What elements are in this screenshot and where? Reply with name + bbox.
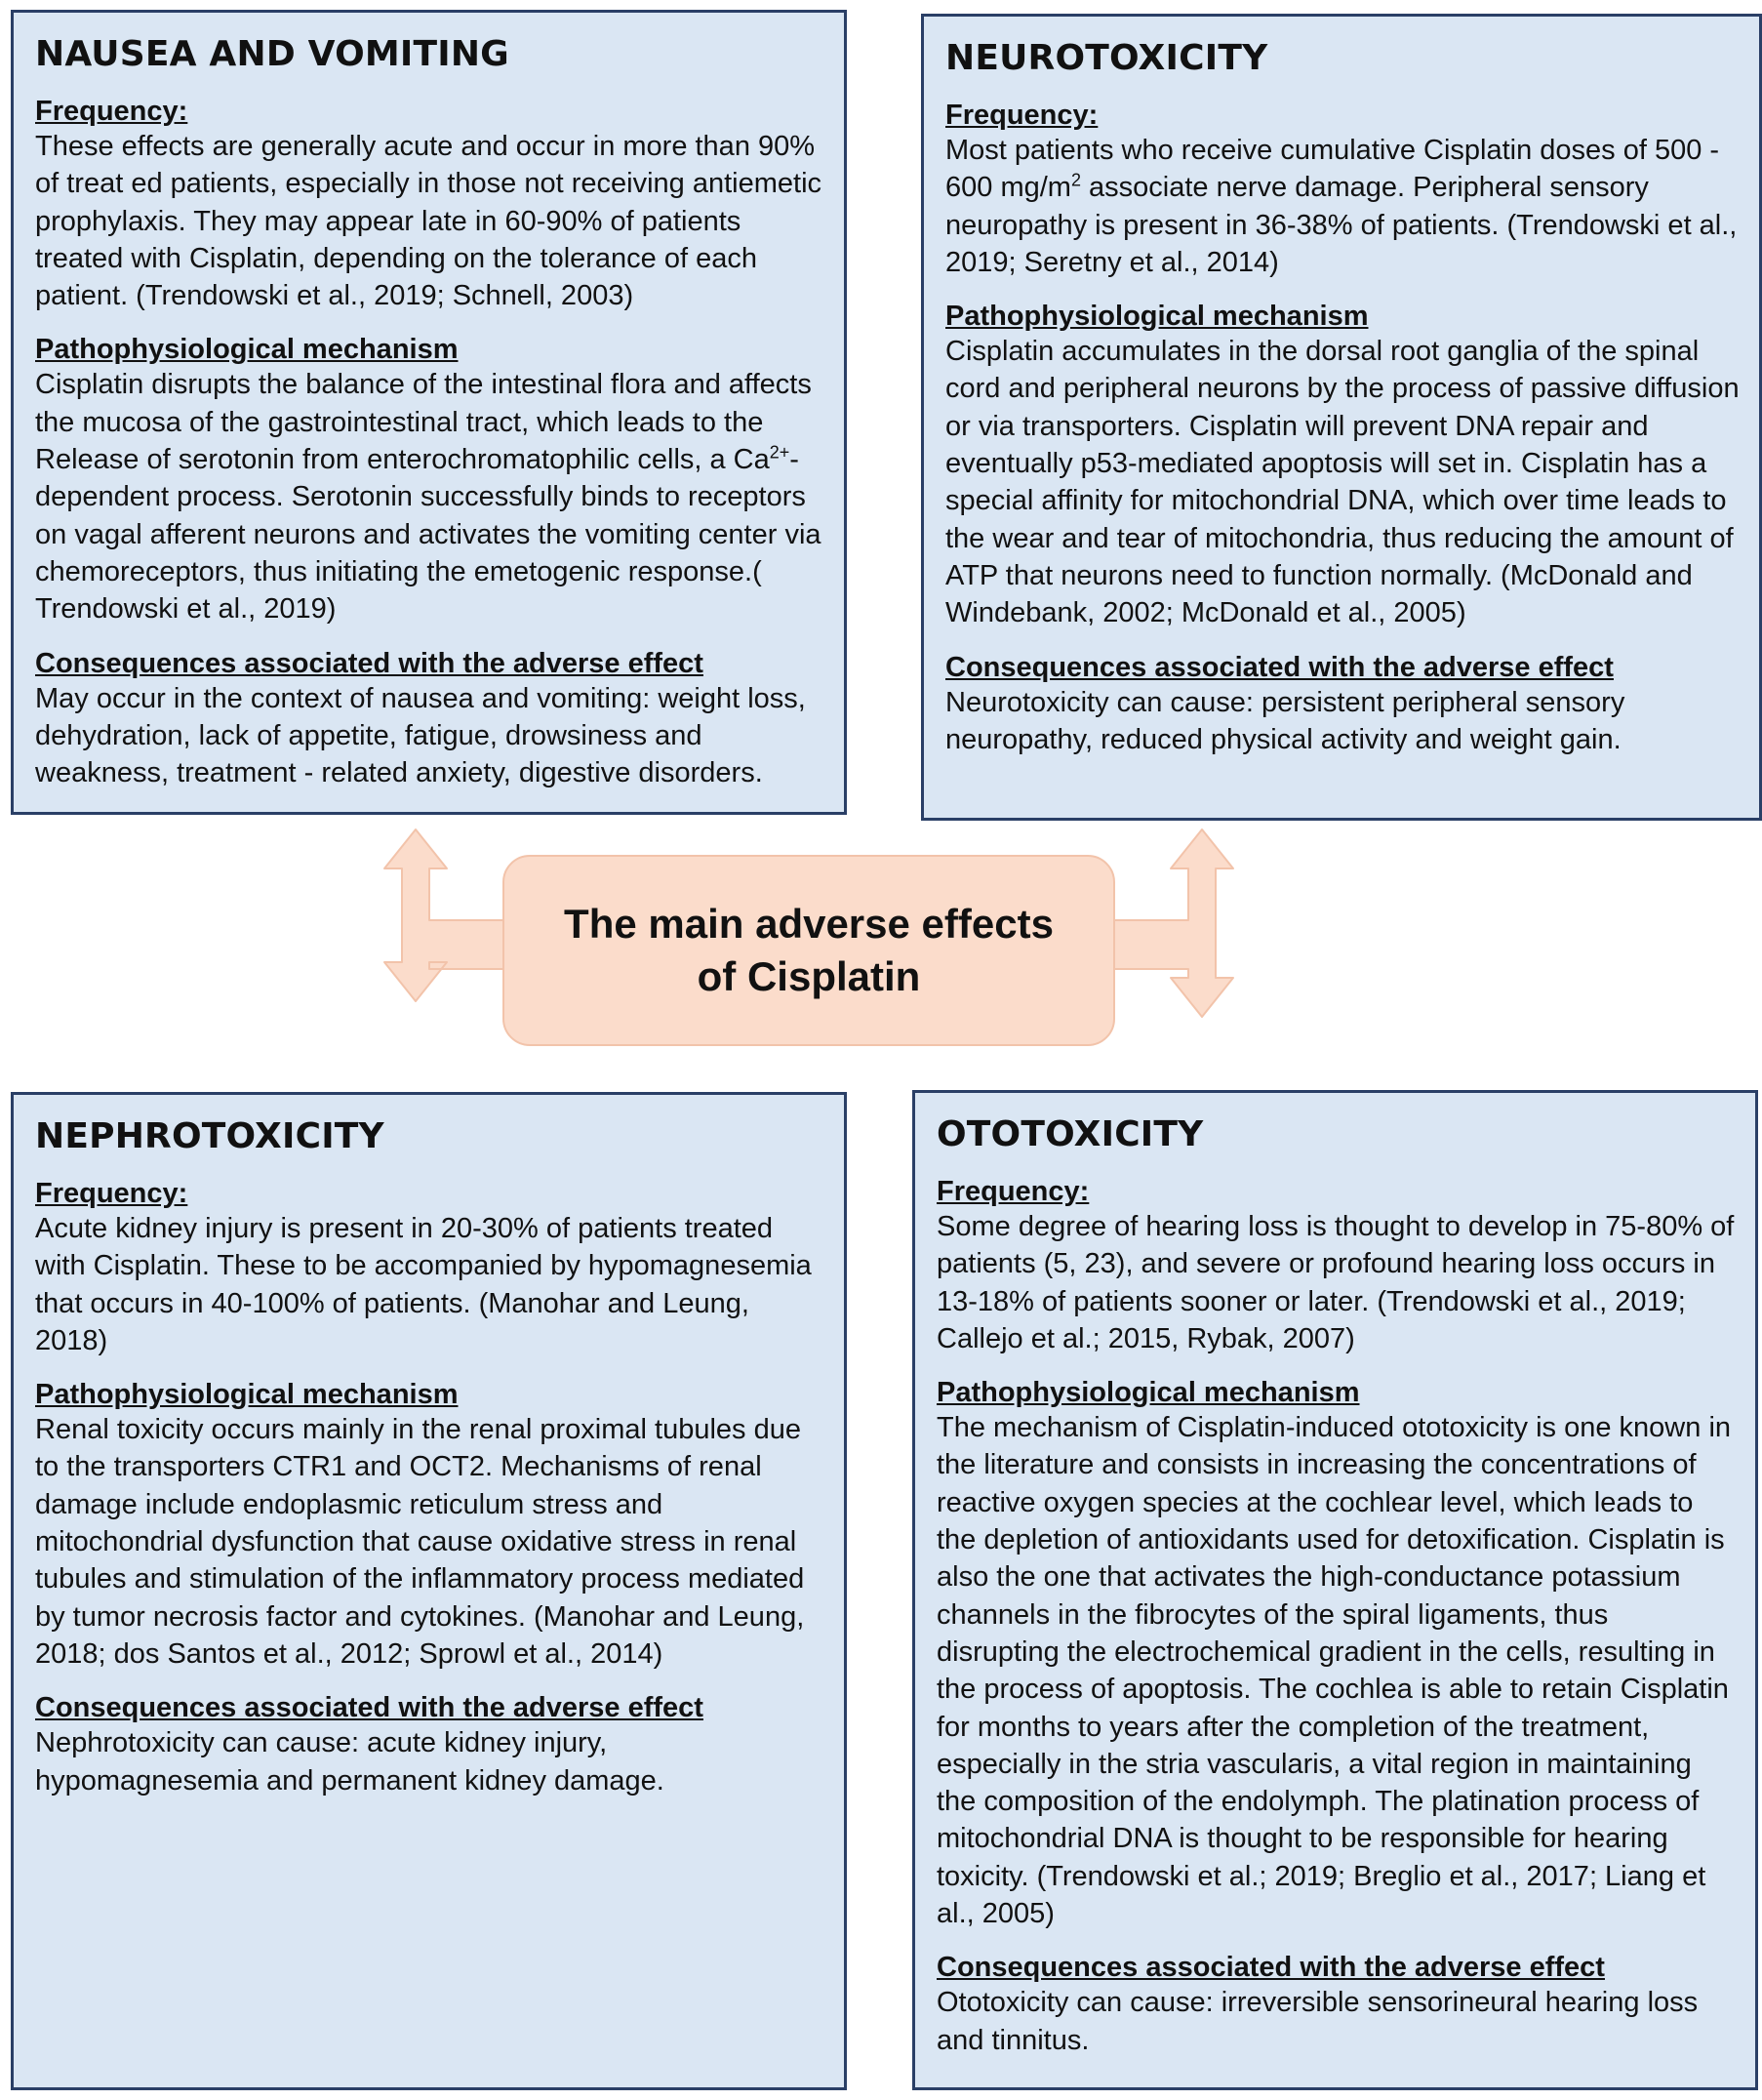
panel-title: OTOTOXICITY bbox=[937, 1114, 1204, 1154]
section-text: Acute kidney injury is present in 20-30% of patients treated with Cisplatin. These to be accompanied by hypomagnesemia that occurs in 40-100% of patients. (Manohar and Leung, 2018) bbox=[35, 1213, 812, 1356]
section-text: Nephrotoxicity can cause: acute kidney injury, hypomagnesemia and permanent kidney damage. bbox=[35, 1727, 664, 1797]
arrow-left bbox=[384, 829, 507, 1001]
section-text: Neurotoxicity can cause: persistent peripheral sensory neuropathy, reduced physical activity and weight gain. bbox=[945, 686, 1625, 755]
section-text bbox=[945, 132, 1740, 281]
consequences-section bbox=[945, 652, 1740, 759]
text-part: Cisplatin disrupts the balance of the intestinal flora and affects the mucosa of the gastrointestinal tract, which leads to the Release of serotonin from enterochromatophilic cells, a Ca bbox=[35, 369, 812, 476]
section-heading: Frequency: bbox=[937, 1176, 1090, 1207]
section-text: Some degree of hearing loss is thought to develop in 75-80% of patients (5, 23), and severe or profound hearing loss occurs in 13-18% of patients sooner or later. (Trendowski et al., 2019; Callejo et al.; 2015, Rybak, 2007) bbox=[937, 1211, 1735, 1354]
section-text: Cisplatin accumulates in the dorsal root ganglia of the spinal cord and peripheral neurons by the process of passive diffusion or via transporters. Cisplatin will prevent DNA repair and eventually p53-mediated apoptosis will set in. Cisplatin has a special affinity for mitochondrial DNA, which over time leads to the wear and tear of mitochondria, thus reducing the amount of ATP that neurons need to function normally. (McDonald and Windebank, 2002; McDonald et al., 2005) bbox=[945, 336, 1740, 629]
panel-ototoxicity bbox=[912, 1090, 1758, 2090]
panel-nephrotoxicity bbox=[11, 1092, 847, 2090]
section-text: These effects are generally acute and occur in more than 90% of treat ed patients, especially in those not receiving antiemetic prophylaxis. They may appear late in 60-90% of patients treated with Cisplatin, depending on the tolerance of each patient. (Trendowski et al., 2019; Schnell, 2003) bbox=[35, 131, 822, 312]
text-part: associate nerve damage. Peripheral sensory neuropathy is present in 36-38% of patients. (Trendowski et al., 2019; Seretny et al., 2014) bbox=[945, 172, 1738, 278]
section-heading: Pathophysiological mechanism bbox=[945, 301, 1369, 333]
central-topic-box bbox=[502, 855, 1115, 1046]
section-heading: Frequency: bbox=[35, 96, 188, 127]
section-heading: Consequences associated with the adverse effect bbox=[35, 647, 703, 679]
consequences-section bbox=[937, 1952, 1736, 2059]
consequences-section bbox=[35, 648, 824, 792]
central-topic-title: The main adverse effects of Cisplatin bbox=[564, 901, 1054, 999]
section-text: The mechanism of Cisplatin-induced ototoxicity is one known in the literature and consists in increasing the concentrations of reactive oxygen species at the cochlear level, which leads to the depletion of antioxidants used for detoxification. Cisplatin is also the one that activates the high-conductance potassium channels in the fibrocytes of the spiral ligaments, thus disrupting the electrochemical gradient in the cells, resulting in the process of apoptosis. The cochlea is able to retain Cisplatin for months to years after the completion of the treatment, especially in the stria vascularis, a vital region in maintaining the composition of the endolymph. The platination process of mitochondrial DNA is thought to be responsible for hearing toxicity. (Trendowski et al.; 2019; Breglio et al., 2017; Liang et al., 2005) bbox=[937, 1412, 1732, 1930]
mechanism-section bbox=[945, 301, 1740, 631]
frequency-section bbox=[945, 100, 1740, 281]
frequency-section bbox=[35, 1178, 824, 1359]
mechanism-section bbox=[35, 1379, 824, 1673]
panel-nausea-vomiting bbox=[11, 10, 847, 815]
frequency-section bbox=[937, 1176, 1736, 1357]
panel-neurotoxicity bbox=[921, 14, 1762, 821]
section-text: Ototoxicity can cause: irreversible sensorineural hearing loss and tinnitus. bbox=[937, 1987, 1699, 2056]
consequences-section bbox=[35, 1692, 824, 1799]
text-part: Most patients who receive cumulative Cisplatin doses of 500 - 600 mg/m bbox=[945, 135, 1720, 204]
section-heading: Pathophysiological mechanism bbox=[35, 334, 459, 366]
superscript: 2+ bbox=[769, 442, 790, 463]
mechanism-section bbox=[35, 334, 824, 627]
frequency-section bbox=[35, 96, 824, 314]
text-part: -dependent process. Serotonin successfully binds to receptors on vagal afferent neurons and activates the vomiting center via chemoreceptors, thus initiating the emetogenic response.( Trendowski et al., 2019) bbox=[35, 444, 821, 626]
panel-title: NEUROTOXICITY bbox=[945, 38, 1268, 78]
section-text: Renal toxicity occurs mainly in the renal proximal tubules due to the transporters CTR1 and OCT2. Mechanisms of renal damage include endoplasmic reticulum stress and mitochondrial dysfunction that cause oxidative stress in renal tubules and stimulation of the inflammatory process mediated by tumor necrosis factor and cytokines. (Manohar and Leung, 2018; dos Santos et al., 2012; Sprowl et al., 2014) bbox=[35, 1414, 805, 1670]
section-heading: Consequences associated with the adverse effect bbox=[35, 1692, 703, 1724]
section-heading: Frequency: bbox=[35, 1178, 188, 1209]
arrow-right bbox=[1110, 829, 1233, 1017]
section-text: May occur in the context of nausea and vomiting: weight loss, dehydration, lack of appetite, fatigue, drowsiness and weakness, treatment - related anxiety, digestive disorders. bbox=[35, 682, 806, 789]
section-heading: Consequences associated with the adverse effect bbox=[945, 651, 1614, 683]
section-heading: Pathophysiological mechanism bbox=[937, 1377, 1360, 1409]
section-heading: Consequences associated with the adverse effect bbox=[937, 1952, 1605, 1984]
superscript: 2 bbox=[1070, 170, 1081, 190]
section-text bbox=[35, 366, 824, 627]
panel-title: NEPHROTOXICITY bbox=[35, 1116, 384, 1156]
mechanism-section bbox=[937, 1377, 1736, 1932]
panel-title: NAUSEA AND VOMITING bbox=[35, 34, 509, 74]
section-heading: Frequency: bbox=[945, 100, 1099, 131]
section-heading: Pathophysiological mechanism bbox=[35, 1379, 459, 1411]
